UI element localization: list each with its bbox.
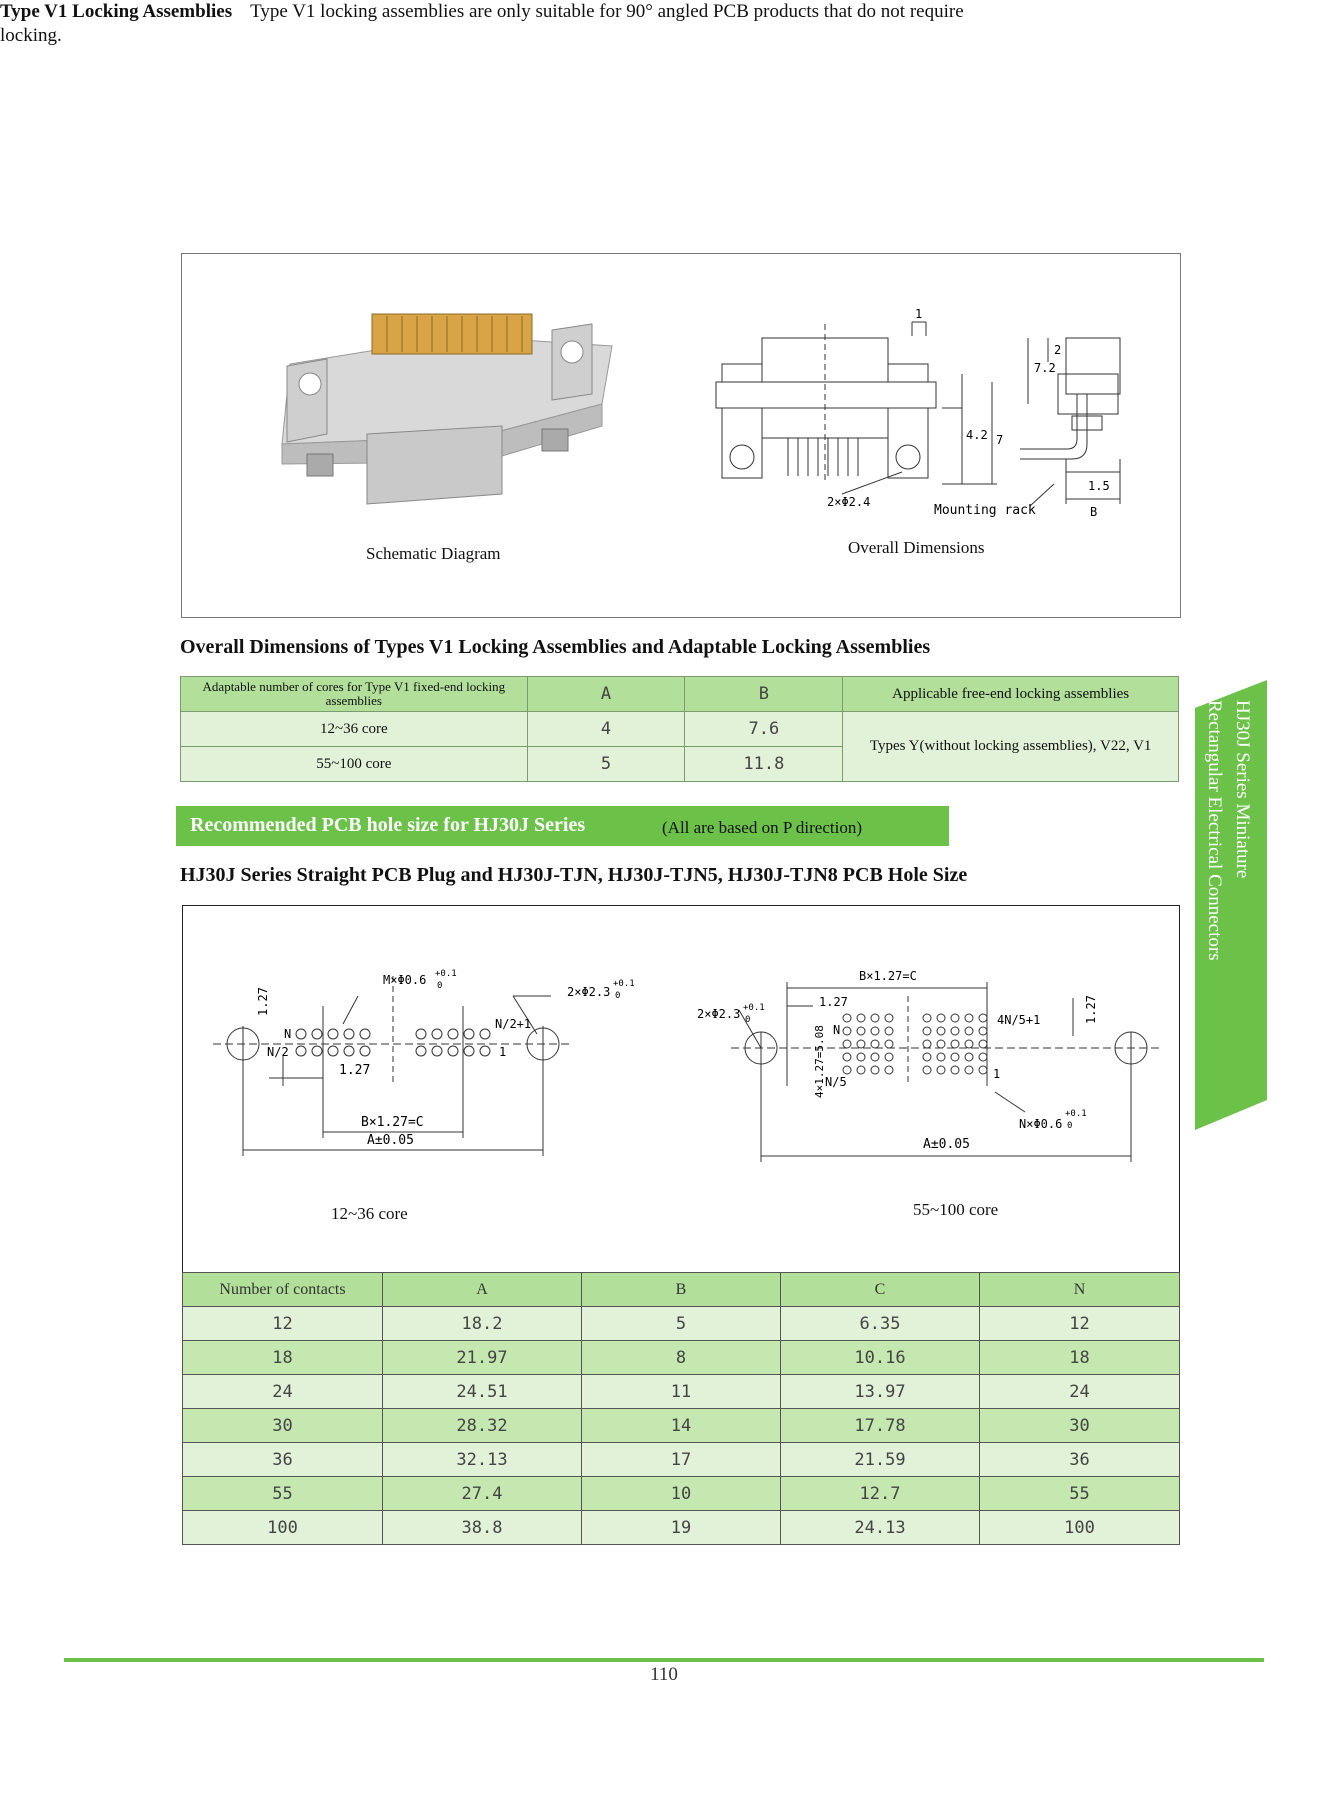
col-header-free-end: Applicable free-end locking assemblies: [843, 677, 1179, 712]
table-row: [183, 1375, 1180, 1409]
col-header-n: N: [980, 1273, 1180, 1307]
cell-contacts: 100: [183, 1511, 383, 1545]
cell-n: 55: [980, 1477, 1180, 1511]
col-header-b: B: [685, 677, 843, 712]
cell-a: 4: [527, 712, 685, 747]
cell-c: 21.59: [781, 1443, 980, 1477]
cell-contacts: 18: [183, 1341, 383, 1375]
caption-schematic: Schematic Diagram: [366, 544, 501, 563]
left-label-mx: M×Φ0.6: [383, 973, 427, 987]
dim-label-4-2: 4.2: [966, 428, 988, 442]
cell-b: 14: [582, 1409, 781, 1443]
cell-a: 21.97: [383, 1341, 582, 1375]
section-title-pcb-hole-size: HJ30J Series Straight PCB Plug and HJ30J-TJN, HJ30J-TJN5, HJ30J-TJN8 PCB Hole Size: [180, 864, 968, 886]
dim-label-1-5: 1.5: [1088, 479, 1110, 493]
cell-n: 36: [980, 1443, 1180, 1477]
cell-a: 24.51: [383, 1375, 582, 1409]
cell-free-end-assemblies: Types Y(without locking assemblies), V22, V1: [843, 712, 1179, 782]
table-row: [183, 1341, 1180, 1375]
col-header-a: A: [527, 677, 685, 712]
intro-title: Type V1 Locking Assemblies: [0, 1, 233, 22]
left-label-a: A±0.05: [367, 1133, 414, 1148]
right-label-2x: 2×Φ2.3: [697, 1007, 741, 1021]
left-label-tol: +0.1: [435, 969, 457, 979]
connector-schematic-image: [182, 254, 1180, 617]
cell-c: 6.35: [781, 1307, 980, 1341]
right-label-n5: N/5: [825, 1075, 847, 1089]
cell-contacts: 30: [183, 1409, 383, 1443]
banner-note: (All are based on P direction): [662, 818, 862, 837]
cell-c: 17.78: [781, 1409, 980, 1443]
cell-contacts: 55: [183, 1477, 383, 1511]
cell-b: 19: [582, 1511, 781, 1545]
cell-b: 17: [582, 1443, 781, 1477]
connector-3d-drawing: [282, 314, 612, 504]
left-label-n2: N/2: [267, 1045, 289, 1059]
section-banner: [176, 806, 949, 846]
right-label-bx: B×1.27=C: [859, 969, 917, 983]
left-label-one: 1: [499, 1045, 507, 1059]
col-header-cores: Adaptable number of cores for Type V1 fixed-end locking assemblies: [181, 677, 528, 712]
cell-b: 11.8: [685, 747, 843, 782]
figure-locking-assembly: [181, 253, 1181, 618]
left-label-zero: 0: [437, 981, 443, 991]
cell-cores: 12~36 core: [181, 712, 528, 747]
right-label-nx: N×Φ0.6: [1019, 1117, 1063, 1131]
cell-a: 27.4: [383, 1477, 582, 1511]
side-tab-text: [1196, 700, 1256, 1100]
right-label-tol: +0.1: [743, 1003, 765, 1013]
dim-label-2: 2: [1054, 343, 1062, 357]
dim-label-7: 7: [996, 433, 1004, 447]
left-label-zero2: 0: [615, 991, 621, 1001]
table-header-row: [181, 677, 1179, 712]
cell-a: 38.8: [383, 1511, 582, 1545]
left-label-2x: 2×Φ2.3: [567, 985, 611, 999]
intro-text: Type V1 locking assemblies are only suitable for 90° angled PCB products that do not require locking.: [0, 1, 964, 46]
cell-a: 5: [527, 747, 685, 782]
figure-pcb-hole-layout: [182, 905, 1180, 1273]
right-label-n51: 4N/5+1: [997, 1013, 1041, 1027]
right-label-zero2: 0: [1067, 1121, 1073, 1131]
right-label-one: 1: [993, 1067, 1001, 1081]
cell-c: 24.13: [781, 1511, 980, 1545]
caption-55-100-core: 55~100 core: [913, 1200, 999, 1219]
right-label-side127: 1.27: [1084, 995, 1098, 1024]
banner-title: Recommended PCB hole size for HJ30J Series: [190, 814, 586, 836]
table-row: [183, 1409, 1180, 1443]
table-header-row: [183, 1273, 1180, 1307]
dim-label-1: 1: [915, 307, 923, 321]
right-label-tol2: +0.1: [1065, 1109, 1087, 1119]
footer-rule: [64, 1658, 1264, 1662]
cell-c: 12.7: [781, 1477, 980, 1511]
cell-b: 10: [582, 1477, 781, 1511]
left-label-127: 1.27: [256, 987, 270, 1016]
right-label-a: A±0.05: [923, 1137, 970, 1152]
dim-label-7-2: 7.2: [1034, 361, 1056, 375]
cell-b: 11: [582, 1375, 781, 1409]
cell-contacts: 12: [183, 1307, 383, 1341]
left-label-n: N: [284, 1027, 292, 1041]
table-row: [183, 1477, 1180, 1511]
caption-overall-dimensions: Overall Dimensions: [848, 538, 985, 557]
right-label-zero: 0: [745, 1015, 751, 1025]
cell-b: 8: [582, 1341, 781, 1375]
col-header-a: A: [383, 1273, 582, 1307]
right-label-127: 1.27: [819, 995, 848, 1009]
col-header-contacts: Number of contacts: [183, 1273, 383, 1307]
table-row: [183, 1443, 1180, 1477]
dim-label-mounting-rack: Mounting rack: [934, 503, 1036, 518]
cell-a: 18.2: [383, 1307, 582, 1341]
table-row: [183, 1511, 1180, 1545]
side-tab-line1: HJ30J Series Miniature: [1232, 700, 1253, 879]
col-header-b: B: [582, 1273, 781, 1307]
cell-n: 12: [980, 1307, 1180, 1341]
left-label-tol2: +0.1: [613, 979, 635, 989]
locking-assembly-table: [180, 676, 1179, 782]
cell-a: 32.13: [383, 1443, 582, 1477]
cell-n: 30: [980, 1409, 1180, 1443]
cell-contacts: 36: [183, 1443, 383, 1477]
intro-paragraph: [0, 0, 980, 48]
section-title-overall-dimensions: Overall Dimensions of Types V1 Locking Assemblies and Adaptable Locking Assemblies: [180, 636, 931, 658]
cell-c: 10.16: [781, 1341, 980, 1375]
cell-n: 100: [980, 1511, 1180, 1545]
dim-label-holes: 2×Φ2.4: [827, 495, 871, 509]
cell-cores: 55~100 core: [181, 747, 528, 782]
right-hole-grid: [843, 1014, 987, 1074]
right-label-rowp: 4×1.27=5.08: [813, 1025, 826, 1098]
caption-12-36-core: 12~36 core: [331, 1204, 408, 1223]
contacts-dimension-table: [182, 1272, 1180, 1545]
cell-n: 18: [980, 1341, 1180, 1375]
cell-c: 13.97: [781, 1375, 980, 1409]
col-header-c: C: [781, 1273, 980, 1307]
left-label-pitch: 1.27: [339, 1063, 371, 1078]
right-label-n: N: [833, 1023, 841, 1037]
table-row: [181, 712, 1179, 747]
page-number: 110: [650, 1664, 678, 1685]
cell-n: 24: [980, 1375, 1180, 1409]
cell-a: 28.32: [383, 1409, 582, 1443]
left-label-bx: B×1.27=C: [361, 1115, 424, 1130]
left-label-n21: N/2+1: [495, 1017, 532, 1031]
cell-b: 5: [582, 1307, 781, 1341]
dim-label-b: B: [1090, 505, 1098, 519]
cell-b: 7.6: [685, 712, 843, 747]
cell-contacts: 24: [183, 1375, 383, 1409]
table-row: [183, 1307, 1180, 1341]
side-tab-line2: Rectangular Electrical Connectors: [1204, 700, 1225, 961]
